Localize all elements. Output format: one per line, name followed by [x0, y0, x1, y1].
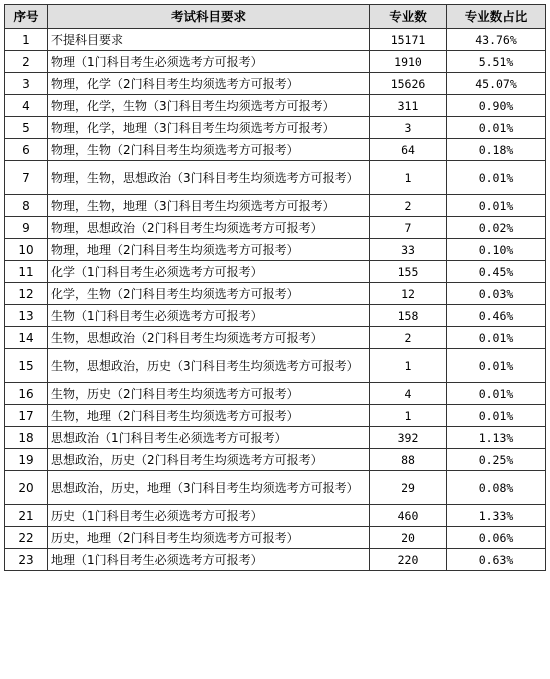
table-row	[5, 349, 546, 383]
row-major-ratio: 0.63%	[447, 549, 546, 571]
table-row	[5, 505, 546, 527]
row-requirement: 生物，历史（2门科目考生均须选考方可报考）	[48, 383, 370, 405]
row-index: 20	[5, 471, 48, 505]
row-major-ratio: 0.01%	[447, 117, 546, 139]
row-major-count: 4	[370, 383, 447, 405]
row-major-count: 88	[370, 449, 447, 471]
row-index: 5	[5, 117, 48, 139]
row-major-ratio: 45.07%	[447, 73, 546, 95]
row-index: 10	[5, 239, 48, 261]
row-major-ratio: 0.18%	[447, 139, 546, 161]
row-major-ratio: 43.76%	[447, 29, 546, 51]
table-row	[5, 161, 546, 195]
table-row	[5, 471, 546, 505]
table-row	[5, 261, 546, 283]
row-requirement: 生物，思想政治，历史（3门科目考生均须选考方可报考）	[48, 349, 370, 383]
row-index: 9	[5, 217, 48, 239]
row-major-ratio: 0.10%	[447, 239, 546, 261]
row-index: 15	[5, 349, 48, 383]
subject-requirements-table	[4, 4, 546, 571]
row-requirement: 物理，地理（2门科目考生均须选考方可报考）	[48, 239, 370, 261]
row-major-count: 33	[370, 239, 447, 261]
row-major-ratio: 1.13%	[447, 427, 546, 449]
row-major-ratio: 0.01%	[447, 349, 546, 383]
row-index: 4	[5, 95, 48, 117]
row-requirement: 生物，思想政治（2门科目考生均须选考方可报考）	[48, 327, 370, 349]
table-row	[5, 549, 546, 571]
row-major-count: 1	[370, 349, 447, 383]
table-row	[5, 73, 546, 95]
row-major-ratio: 5.51%	[447, 51, 546, 73]
table-row	[5, 217, 546, 239]
row-major-count: 20	[370, 527, 447, 549]
table-row	[5, 117, 546, 139]
table-row	[5, 195, 546, 217]
header-major-ratio: 专业数占比	[447, 5, 546, 29]
requirements-table-container	[4, 4, 545, 571]
row-index: 19	[5, 449, 48, 471]
row-requirement: 物理，思想政治（2门科目考生均须选考方可报考）	[48, 217, 370, 239]
row-index: 2	[5, 51, 48, 73]
header-requirement: 考试科目要求	[48, 5, 370, 29]
header-index: 序号	[5, 5, 48, 29]
row-major-count: 2	[370, 327, 447, 349]
row-major-ratio: 0.08%	[447, 471, 546, 505]
row-major-count: 29	[370, 471, 447, 505]
row-major-ratio: 0.90%	[447, 95, 546, 117]
table-row	[5, 239, 546, 261]
row-major-count: 158	[370, 305, 447, 327]
row-requirement: 物理，生物（2门科目考生均须选考方可报考）	[48, 139, 370, 161]
table-header-row	[5, 5, 546, 29]
row-major-ratio: 0.25%	[447, 449, 546, 471]
row-major-count: 155	[370, 261, 447, 283]
row-major-count: 3	[370, 117, 447, 139]
row-index: 22	[5, 527, 48, 549]
row-index: 7	[5, 161, 48, 195]
row-requirement: 地理（1门科目考生必须选考方可报考）	[48, 549, 370, 571]
row-major-count: 460	[370, 505, 447, 527]
row-requirement: 生物（1门科目考生必须选考方可报考）	[48, 305, 370, 327]
row-major-ratio: 0.01%	[447, 383, 546, 405]
row-index: 23	[5, 549, 48, 571]
row-major-count: 220	[370, 549, 447, 571]
row-major-count: 12	[370, 283, 447, 305]
row-requirement: 生物，地理（2门科目考生均须选考方可报考）	[48, 405, 370, 427]
row-major-ratio: 0.45%	[447, 261, 546, 283]
table-row	[5, 427, 546, 449]
row-index: 1	[5, 29, 48, 51]
row-major-count: 1910	[370, 51, 447, 73]
row-major-count: 1	[370, 405, 447, 427]
row-index: 6	[5, 139, 48, 161]
row-index: 12	[5, 283, 48, 305]
row-requirement: 思想政治，历史，地理（3门科目考生均须选考方可报考）	[48, 471, 370, 505]
row-requirement: 物理，生物，地理（3门科目考生均须选考方可报考）	[48, 195, 370, 217]
row-requirement: 历史，地理（2门科目考生均须选考方可报考）	[48, 527, 370, 549]
table-row	[5, 139, 546, 161]
row-major-count: 15626	[370, 73, 447, 95]
row-major-count: 392	[370, 427, 447, 449]
row-requirement: 物理，化学，地理（3门科目考生均须选考方可报考）	[48, 117, 370, 139]
header-major-count: 专业数	[370, 5, 447, 29]
row-major-count: 64	[370, 139, 447, 161]
row-major-count: 15171	[370, 29, 447, 51]
row-major-ratio: 0.02%	[447, 217, 546, 239]
row-major-ratio: 0.01%	[447, 195, 546, 217]
row-requirement: 思想政治，历史（2门科目考生均须选考方可报考）	[48, 449, 370, 471]
row-major-ratio: 0.01%	[447, 161, 546, 195]
row-requirement: 不提科目要求	[48, 29, 370, 51]
row-index: 11	[5, 261, 48, 283]
row-index: 3	[5, 73, 48, 95]
row-index: 13	[5, 305, 48, 327]
row-major-ratio: 0.06%	[447, 527, 546, 549]
row-requirement: 物理，化学（2门科目考生均须选考方可报考）	[48, 73, 370, 95]
row-major-ratio: 1.33%	[447, 505, 546, 527]
row-index: 8	[5, 195, 48, 217]
row-requirement: 物理（1门科目考生必须选考方可报考）	[48, 51, 370, 73]
table-row	[5, 527, 546, 549]
row-major-count: 311	[370, 95, 447, 117]
row-major-ratio: 0.01%	[447, 405, 546, 427]
table-row	[5, 327, 546, 349]
row-major-ratio: 0.46%	[447, 305, 546, 327]
row-major-count: 2	[370, 195, 447, 217]
row-major-count: 1	[370, 161, 447, 195]
table-row	[5, 29, 546, 51]
table-row	[5, 305, 546, 327]
row-major-ratio: 0.01%	[447, 327, 546, 349]
table-row	[5, 405, 546, 427]
table-row	[5, 283, 546, 305]
row-requirement: 化学（1门科目考生必须选考方可报考）	[48, 261, 370, 283]
table-row	[5, 449, 546, 471]
row-index: 16	[5, 383, 48, 405]
row-requirement: 化学，生物（2门科目考生均须选考方可报考）	[48, 283, 370, 305]
row-requirement: 思想政治（1门科目考生必须选考方可报考）	[48, 427, 370, 449]
table-row	[5, 383, 546, 405]
table-row	[5, 95, 546, 117]
row-major-ratio: 0.03%	[447, 283, 546, 305]
row-major-count: 7	[370, 217, 447, 239]
row-index: 21	[5, 505, 48, 527]
row-requirement: 物理，化学，生物（3门科目考生均须选考方可报考）	[48, 95, 370, 117]
table-row	[5, 51, 546, 73]
row-index: 14	[5, 327, 48, 349]
row-index: 17	[5, 405, 48, 427]
row-requirement: 历史（1门科目考生必须选考方可报考）	[48, 505, 370, 527]
row-index: 18	[5, 427, 48, 449]
row-requirement: 物理，生物，思想政治（3门科目考生均须选考方可报考）	[48, 161, 370, 195]
